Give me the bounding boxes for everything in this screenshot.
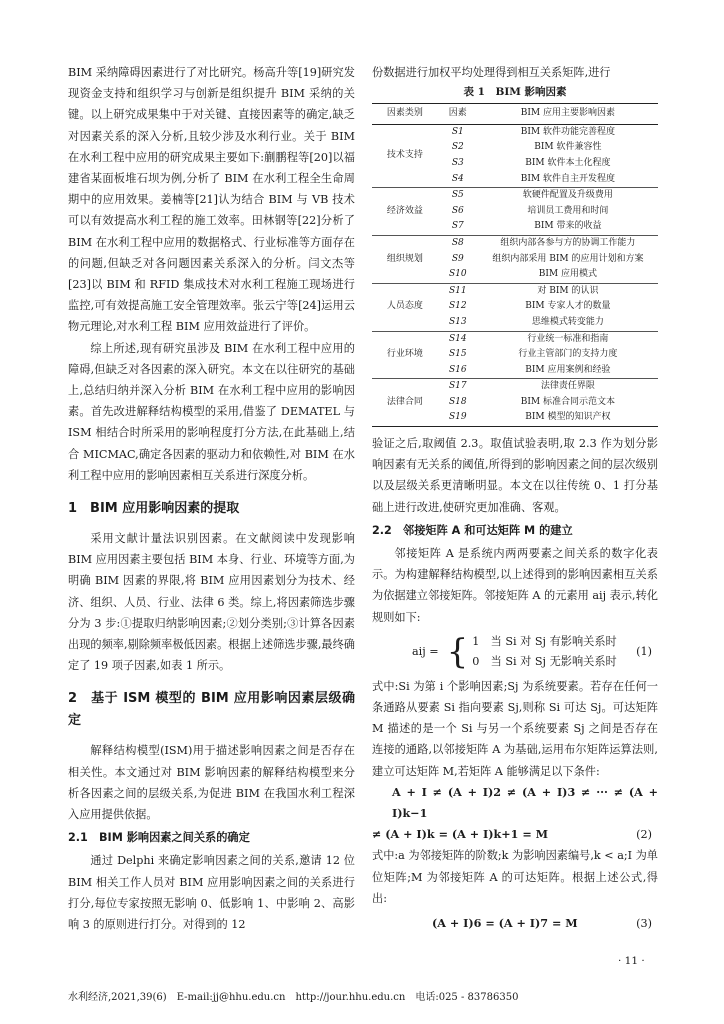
table-cell-factor-id: S3 (451, 157, 464, 168)
formula-2 (372, 824, 658, 845)
table-cell-factor-id: S15 (448, 349, 467, 360)
formula-1-number: (1) (636, 645, 652, 659)
paragraph-ism-intro: 解释结构模型(ISM)用于描述影响因素之间是否存在相关性。本文通过对 BIM 影响因素的解释结构模型来分析各因素之间的层级关系,为促进 BIM 在我国水利工程深入应用提供依据。 (68, 744, 355, 822)
table-row (372, 331, 658, 347)
formula-2-number: (2) (636, 828, 652, 842)
table-cell-description: BIM 软件自主开发程度 (478, 172, 658, 188)
table-cell-description: BIM 应用模式 (478, 267, 658, 283)
table-cell-factor-id: S17 (448, 381, 467, 392)
paragraph-reachability: 式中:Si 为第 i 个影响因素;Sj 为系统要素。若存在任何一条通路从要素 Si 指向要素 Sj,则称 Si 可达 Sj。可达矩阵 M 描述的是一个 Si 与另一个系统要素 Sj 之间是否存在连接的通路,以邻接矩阵 A 为基础,运用布尔矩阵运算法则,建立可达矩阵 M,若矩阵 A 能够满足以下条件: (372, 679, 658, 778)
table-cell-category: 行业环境 (372, 331, 438, 379)
table-cell-factor-id: S2 (451, 142, 464, 153)
table-cell-description: 组织内部采用 BIM 的应用计划和方案 (492, 253, 644, 264)
table-cell-factor-id: S16 (438, 363, 478, 379)
page-footer (68, 955, 658, 1005)
table-cell-description: 对 BIM 的认识 (537, 285, 599, 296)
table-cell-factor-id: S5 (451, 190, 464, 201)
formula-3 (372, 913, 658, 934)
table-cell-description: 行业统一标准和指南 (527, 333, 609, 344)
formula-3-number: (3) (636, 916, 652, 930)
formula-1 (372, 632, 658, 672)
table-caption: 表 1 BIM 影响因素 (463, 86, 567, 99)
right-column (372, 62, 658, 938)
bim-factors-table (372, 103, 658, 427)
table-cell-factor-id: S1 (451, 126, 464, 137)
page-number: · 11 · (618, 955, 645, 967)
formula-1-case-1: 1 当 Si 对 Sj 有影响关系时 (472, 634, 617, 648)
section-heading-1: 1 BIM 应用影响因素的提取 (68, 501, 240, 517)
table-row (372, 235, 658, 251)
table-cell-factor-id: S13 (438, 315, 478, 331)
paragraph-delphi: 通过 Delphi 来确定影响因素之间的关系,邀请 12 位 BIM 相关工作人员对 BIM 应用影响因素之间的关系进行打分,每位专家按照无影响 0、低影响 1、中影响 2、高影响 3 的原则进行打分。对得到的 12 (68, 854, 355, 931)
table-cell-factor-id: S19 (448, 412, 467, 423)
table-cell-description: BIM 软件本土化程度 (525, 157, 611, 168)
formula-1-cases (472, 632, 616, 672)
formula-1-lhs: aij = (412, 645, 439, 659)
table-cell-factor-id: S4 (438, 172, 478, 188)
table-cell-description: BIM 带来的收益 (478, 219, 658, 235)
subsection-heading-2-1: 2.1 BIM 影响因素之间关系的确定 (68, 831, 250, 845)
table-cell-description: BIM 模型的知识产权 (525, 412, 611, 423)
table-body (372, 124, 658, 426)
table-cell-factor-id: S9 (451, 253, 464, 264)
table-cell-category: 法律合同 (386, 396, 423, 407)
table-row (372, 188, 658, 204)
table-header-category: 因素类别 (372, 104, 438, 125)
table-cell-category: 经济效益 (372, 188, 438, 236)
paragraph-threshold: 验证之后,取阈值 2.3。取值试验表明,取 2.3 作为划分影响因素有无关系的阈值,所得到的影响因素之间的层次级别以及层级关系更清晰明显。本文在以往传统 0、1 打分基础上进行改进,使研究更加准确、客观。 (372, 437, 658, 514)
paragraph-weighted-avg: 份数据进行加权平均处理得到相互关系矩阵,进行 (372, 66, 611, 79)
table-cell-factor-id: S14 (448, 333, 467, 344)
subsection-heading-2-2: 2.2 邻接矩阵 A 和可达矩阵 M 的建立 (372, 523, 573, 537)
formula-3-body: (A + I)6 = (A + I)7 = M (432, 915, 578, 930)
paragraph-intro-cont: BIM 采纳障碍因素进行了对比研究。杨高升等[19]研究发现资金支持和组织学习与创新是组织提升 BIM 采纳的关键。以上研究成果集中于对关键、直接因素等的确定,缺乏对因素关系的深入分析,且较少涉及水利行业。关于 BIM 在水利工程中应用的研究成果主要如下:蒯鹏程等[20]以福建省某面板堆石坝为例,分析了 BIM 在水利工程全生命周期中的应用效果。姜楠等[21]认为结合 BIM 与 VB 技术可以有效提高水利工程的施工效率。田林钢等[22]分析了 BIM 在水利工程中应用的数据格式、行业标准等方面存在的问题,但缺乏对各问题因素关系深入的分析。闫文杰等[23]以 BIM 和 RFID 集成技术对水利工程施工现场进行监控,可有效提高施工安全管理效率。张云宁等[24]运用云物元理论,对水利工程 BIM 应用效益进行了评价。 (68, 66, 355, 334)
table-cell-factor-id: S10 (438, 267, 478, 283)
paragraph-adjacency: 邻接矩阵 A 是系统内两两要素之间关系的数字化表示。为构建解释结构模型,以上述得到的影响因素相互关系为依据建立邻接矩阵。邻接矩阵 A 的元素用 aij 表示,转化规则如下: (372, 546, 658, 624)
table-cell-description: 法律责任界限 (540, 381, 595, 392)
table-cell-factor-id: S12 (448, 301, 467, 312)
section-heading-2: 2 基于 ISM 模型的 BIM 应用影响因素层级确定 (68, 691, 355, 729)
table-cell-description: 软硬件配置及升级费用 (522, 190, 613, 201)
table-row (372, 124, 658, 140)
table-row (372, 283, 658, 299)
table-cell-description: BIM 专家人才的数量 (525, 301, 611, 312)
table-cell-description: 行业主管部门的支持力度 (518, 349, 618, 360)
formula-1-brace: { (446, 631, 469, 672)
table-cell-category: 组织规划 (372, 235, 438, 283)
footer-journal-info: 水利经济,2021,39(6) E-mail:jj@hhu.edu.cn http://jour.hhu.edu.cn 电话:025 - 83786350 (68, 992, 519, 1003)
table-header-row (372, 104, 658, 125)
table-cell-description: 思维模式转变能力 (478, 315, 658, 331)
table-cell-factor-id: S6 (451, 205, 464, 216)
table-header-factor: 因素 (438, 104, 478, 125)
table-cell-factor-id: S7 (438, 219, 478, 235)
table-cell-description: 培训员工费用和时间 (527, 205, 609, 216)
formula-2-line-2: ≠ (A + I)k = (A + I)k+1 = M (372, 827, 548, 842)
paragraph-factor-extraction: 采用文献计量法识别因素。在文献阅读中发现影响 BIM 应用因素主要包括 BIM 本身、行业、环境等方面,为明确 BIM 因素的界限,将 BIM 应用因素划分为技术、经济、组织、人员、行业、法律 6 类。综上,将因素筛选步骤分为 3 步:①提取归纳影响因素;②划分类别;③计算各因素出现的频率,剔除频率极低因素。根据上述筛选步骤,最终确定了 19 项子因素,如表 1 所示。 (68, 532, 355, 673)
table-cell-description: BIM 标准合同示范文本 (520, 396, 616, 407)
formula-1-case-2: 0 当 Si 对 Sj 无影响关系时 (472, 654, 617, 668)
table-header-description: BIM 应用主要影响因素 (478, 104, 658, 125)
formula-2-line-1: A + I ≠ (A + I)2 ≠ (A + I)3 ≠ ··· ≠ (A + I)k−1 (392, 784, 658, 820)
table-cell-factor-id: S11 (448, 285, 467, 296)
table-cell-description: BIM 应用案例和经验 (478, 363, 658, 379)
left-column (68, 62, 355, 935)
table-cell-factor-id: S8 (451, 237, 464, 248)
table-row (372, 379, 658, 395)
table-cell-factor-id: S18 (448, 396, 467, 407)
table-cell-description: BIM 软件功能完善程度 (520, 126, 616, 137)
table-cell-category: 人员态度 (372, 283, 438, 331)
table-cell-description: BIM 软件兼容性 (534, 142, 602, 153)
table-cell-category: 技术支持 (372, 124, 438, 187)
paragraph-formula-notes: 式中:a 为邻接矩阵的阶数;k 为影响因素编号,k < a;I 为单位矩阵;M 为邻接矩阵 A 的可达矩阵。根据上述公式,得出: (372, 849, 658, 905)
paragraph-summary: 综上所述,现有研究虽涉及 BIM 在水利工程中应用的障碍,但缺乏对各因素的深入研究。本文在以往研究的基础上,总结归纳并深入分析 BIM 在水利工程中应用的影响因素。首先改进解释结构模型的采用,借鉴了 DEMATEL 与 ISM 相结合时所采用的影响程度打分方法,在此基础上,结合 MICMAC,确定各因素的驱动力和依赖性,对 BIM 在水利工程中应用的影响因素相互关系进行深度分析。 (68, 341, 355, 482)
table-cell-description: 组织内部各参与方的协调工作能力 (500, 237, 636, 248)
